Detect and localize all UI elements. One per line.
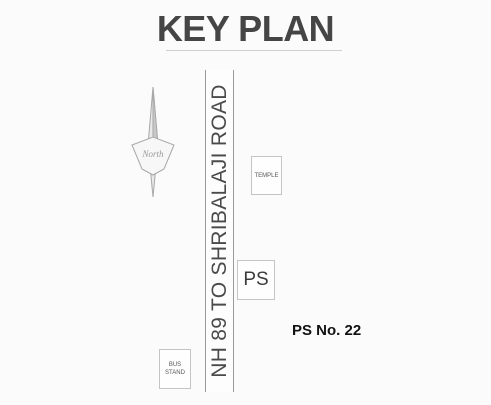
bus-stand-landmark <box>159 349 191 389</box>
polling-station-marker <box>237 260 275 300</box>
temple-label: TEMPLE <box>254 172 279 179</box>
key-plan-title: KEY PLAN <box>156 8 335 49</box>
north-label: North <box>142 149 164 159</box>
temple-landmark <box>251 156 282 195</box>
bus-label-line2: STAND <box>165 370 185 376</box>
nh89-road <box>205 70 234 392</box>
bus-label-line1: BUS <box>168 362 182 368</box>
title-underline <box>166 50 342 51</box>
ps-number-label: PS No. 22 <box>292 322 362 339</box>
ps-label: PS <box>243 269 269 290</box>
north-arrow-icon <box>128 85 178 215</box>
road-label: NH 89 TO SHRIBALAJI ROAD <box>207 84 231 378</box>
